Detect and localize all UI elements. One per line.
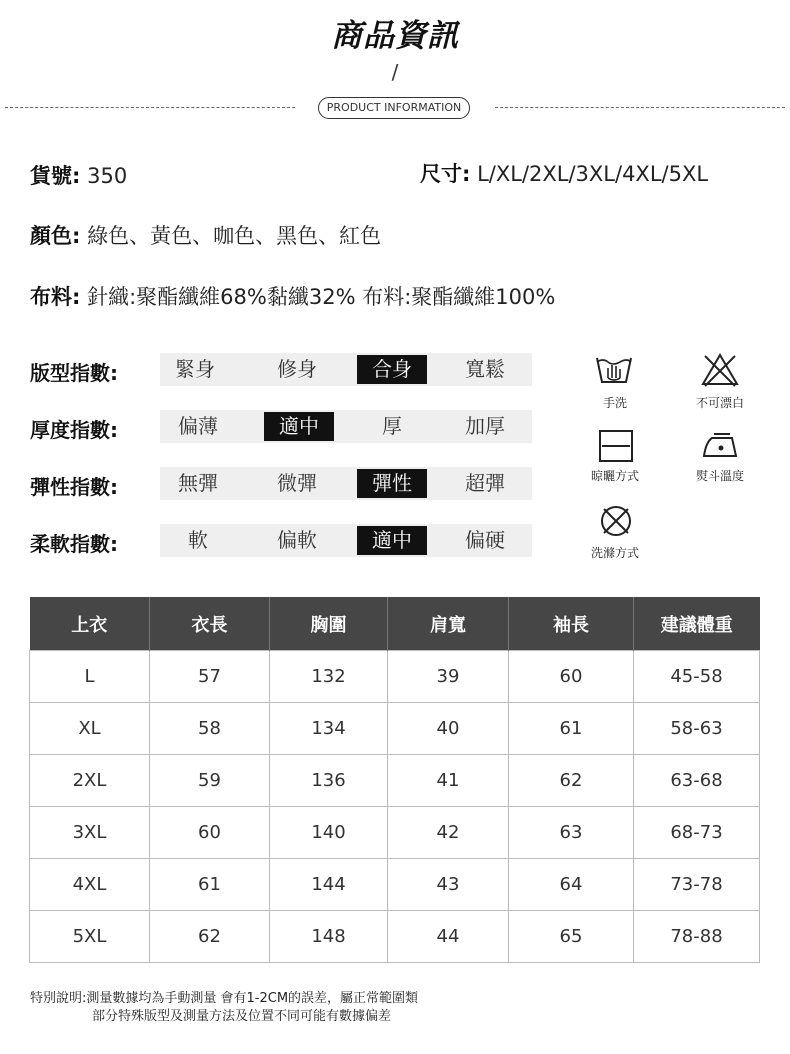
table-cell: 59 bbox=[150, 755, 270, 807]
table-cell: 58-63 bbox=[634, 703, 760, 755]
table-cell: 61 bbox=[509, 703, 634, 755]
thickness-index-label: 厚度指數: bbox=[30, 418, 118, 442]
page-title: 商品資訊 bbox=[331, 18, 459, 54]
fit-index-bar bbox=[160, 353, 532, 386]
table-cell: 41 bbox=[388, 755, 509, 807]
item-number-label: 貨號: bbox=[30, 164, 81, 188]
table-row bbox=[30, 911, 760, 963]
iron-label: 熨斗溫度 bbox=[695, 469, 744, 483]
no-bleach-label: 不可漂白 bbox=[695, 396, 744, 410]
table-cell: 136 bbox=[270, 755, 388, 807]
color-value: 綠色、黃色、咖色、黑色、紅色 bbox=[87, 224, 382, 248]
table-cell: 140 bbox=[270, 807, 388, 859]
table-cell: 42 bbox=[388, 807, 509, 859]
table-row bbox=[30, 651, 760, 703]
table-cell: 148 bbox=[270, 911, 388, 963]
table-row bbox=[30, 755, 760, 807]
table-cell: 57 bbox=[150, 651, 270, 703]
title-slash: / bbox=[391, 60, 399, 84]
note-line-2: 部分特殊版型及測量方法及位置不同可能有數據偏差 bbox=[92, 1009, 392, 1024]
size-value: L/XL/2XL/3XL/4XL/5XL bbox=[477, 162, 709, 186]
subtitle-badge: PRODUCT INFORMATION bbox=[318, 97, 470, 119]
elasticity-option-3-selected: 彈性 bbox=[357, 469, 427, 498]
table-cell: 43 bbox=[388, 859, 509, 911]
thickness-option-3: 厚 bbox=[382, 414, 402, 438]
hand-wash-icon bbox=[594, 352, 634, 388]
table-cell: 5XL bbox=[30, 911, 150, 963]
right-divider bbox=[495, 107, 785, 108]
table-cell: 2XL bbox=[30, 755, 150, 807]
table-cell: 134 bbox=[270, 703, 388, 755]
table-cell: 62 bbox=[150, 911, 270, 963]
drying-label: 晾曬方式 bbox=[590, 469, 639, 483]
table-row bbox=[30, 859, 760, 911]
header-chest: 胸圍 bbox=[270, 597, 388, 651]
table-cell: 132 bbox=[270, 651, 388, 703]
note-line-1: 特別說明:測量數據均為手動測量 會有1-2CM的誤差，屬正常範圍類 bbox=[30, 991, 419, 1006]
table-cell: 60 bbox=[150, 807, 270, 859]
header-weight: 建議體重 bbox=[634, 597, 760, 651]
table-cell: 58 bbox=[150, 703, 270, 755]
table-cell: 40 bbox=[388, 703, 509, 755]
fit-index-label: 版型指數: bbox=[30, 361, 118, 385]
fit-option-4: 寬鬆 bbox=[465, 357, 505, 381]
elasticity-index-label: 彈性指數: bbox=[30, 475, 118, 499]
color-label: 顏色: bbox=[30, 224, 81, 248]
table-cell: 64 bbox=[509, 859, 634, 911]
table-cell: 39 bbox=[388, 651, 509, 703]
softness-option-2: 偏軟 bbox=[277, 528, 317, 552]
table-cell: 65 bbox=[509, 911, 634, 963]
table-cell: 3XL bbox=[30, 807, 150, 859]
softness-index-bar bbox=[160, 524, 532, 557]
thickness-option-4: 加厚 bbox=[465, 414, 505, 438]
table-cell: 44 bbox=[388, 911, 509, 963]
fit-option-2: 修身 bbox=[277, 357, 317, 381]
elasticity-index-bar bbox=[160, 467, 532, 500]
table-cell: 63 bbox=[509, 807, 634, 859]
thickness-option-1: 偏薄 bbox=[178, 414, 218, 438]
item-number bbox=[30, 160, 127, 190]
header-shoulder: 肩寬 bbox=[388, 597, 509, 651]
color-info bbox=[30, 220, 381, 250]
softness-option-3-selected: 適中 bbox=[357, 526, 427, 555]
header-length: 衣長 bbox=[150, 597, 270, 651]
table-cell: 62 bbox=[509, 755, 634, 807]
hand-wash-label: 手洗 bbox=[602, 396, 627, 410]
table-cell: 68-73 bbox=[634, 807, 760, 859]
iron-icon bbox=[700, 428, 740, 464]
thickness-index-bar bbox=[160, 410, 532, 443]
softness-option-4: 偏硬 bbox=[465, 528, 505, 552]
size-info bbox=[420, 158, 708, 188]
table-cell: L bbox=[30, 651, 150, 703]
elasticity-option-4: 超彈 bbox=[465, 471, 505, 495]
header-sleeve: 袖長 bbox=[509, 597, 634, 651]
elasticity-option-1: 無彈 bbox=[178, 471, 218, 495]
item-number-value: 350 bbox=[87, 164, 128, 188]
table-cell: 4XL bbox=[30, 859, 150, 911]
softness-option-1: 軟 bbox=[188, 528, 208, 552]
dry-clean-label: 洗滌方式 bbox=[590, 546, 639, 560]
left-divider bbox=[5, 107, 295, 108]
size-table bbox=[29, 597, 760, 963]
fabric-info bbox=[30, 281, 555, 311]
table-cell: XL bbox=[30, 703, 150, 755]
dry-clean-icon bbox=[596, 503, 636, 539]
elasticity-option-2: 微彈 bbox=[277, 471, 317, 495]
fit-option-3-selected: 合身 bbox=[357, 355, 427, 384]
fabric-value: 針織:聚酯纖維68%黏纖32% 布料:聚酯纖維100% bbox=[87, 285, 556, 309]
thickness-option-2-selected: 適中 bbox=[264, 412, 334, 441]
header-top: 上衣 bbox=[30, 597, 150, 651]
softness-index-label: 柔軟指數: bbox=[30, 532, 118, 556]
table-cell: 144 bbox=[270, 859, 388, 911]
table-cell: 45-58 bbox=[634, 651, 760, 703]
table-cell: 63-68 bbox=[634, 755, 760, 807]
table-cell: 60 bbox=[509, 651, 634, 703]
no-bleach-icon bbox=[700, 352, 740, 388]
table-cell: 73-78 bbox=[634, 859, 760, 911]
fabric-label: 布料: bbox=[30, 285, 81, 309]
size-label: 尺寸: bbox=[420, 162, 471, 186]
table-cell: 61 bbox=[150, 859, 270, 911]
fit-option-1: 緊身 bbox=[175, 357, 215, 381]
table-row bbox=[30, 807, 760, 859]
table-cell: 78-88 bbox=[634, 911, 760, 963]
size-table-header bbox=[30, 597, 760, 651]
table-row bbox=[30, 703, 760, 755]
drying-icon bbox=[596, 428, 636, 464]
